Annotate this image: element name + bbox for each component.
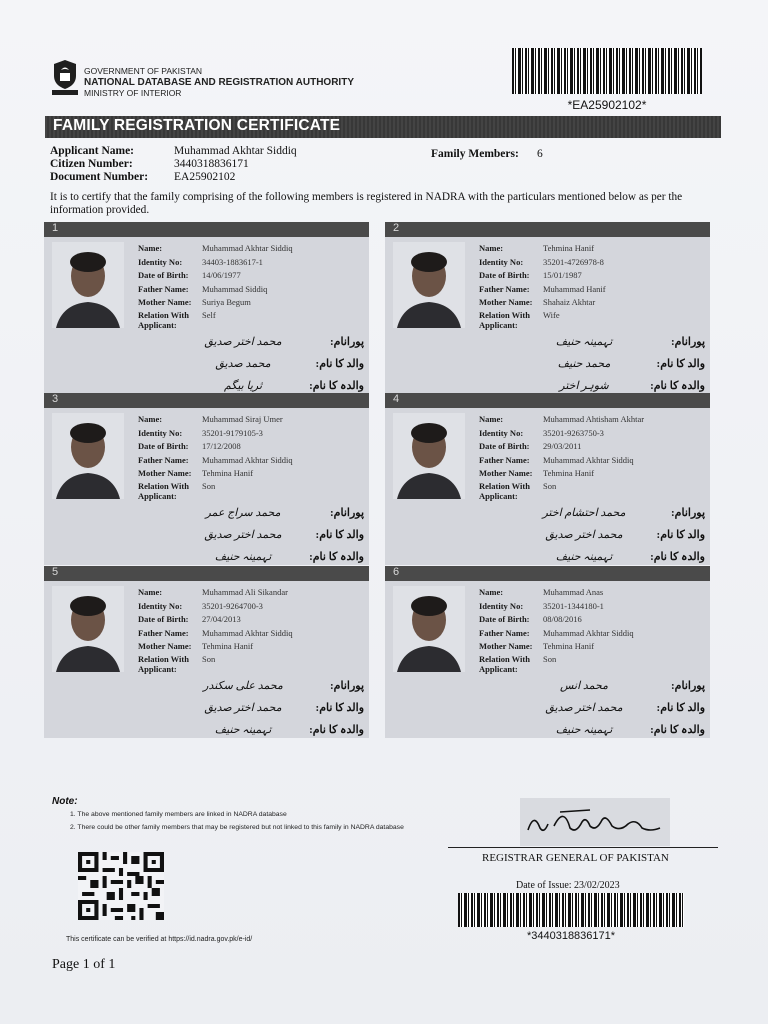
urdu-name-label: پورانام: — [671, 335, 705, 348]
citizen-number-label: Citizen Number: — [50, 158, 133, 170]
member-dob: 14/06/1977 — [202, 270, 241, 280]
member-number: 5 — [52, 566, 59, 578]
member-card-header — [44, 566, 369, 581]
urdu-name-label: پورانام: — [671, 506, 705, 519]
member-dob: 15/01/1987 — [543, 270, 582, 280]
dob-label: Date of Birth: — [479, 614, 530, 624]
applicant-name-label: Applicant Name: — [50, 145, 135, 157]
citizen-barcode — [458, 893, 684, 927]
urdu-name: محمد انس — [559, 679, 609, 692]
member-mother: Tehmina Hanif — [543, 641, 595, 651]
registrar-title: REGISTRAR GENERAL OF PAKISTAN — [482, 852, 669, 864]
name-label: Name: — [479, 414, 504, 424]
urdu-details — [184, 501, 364, 567]
urdu-mother-label: والدہ کا نام: — [650, 550, 705, 563]
member-number: 4 — [393, 393, 400, 405]
identity-label: Identity No: — [138, 256, 183, 267]
identity-label: Identity No: — [138, 600, 183, 611]
relation-label: Relation With Applicant: — [479, 309, 530, 330]
page-number: Page 1 of 1 — [52, 957, 116, 972]
father-label: Father Name: — [138, 454, 189, 465]
member-card-header — [44, 393, 369, 408]
name-label: Name: — [479, 243, 504, 253]
urdu-mother-label: والدہ کا نام: — [309, 550, 364, 563]
urdu-mother: شوہر اختر — [559, 379, 609, 392]
member-dob: 29/03/2011 — [543, 441, 582, 451]
father-label: Father Name: — [479, 283, 530, 294]
member-name: Muhammad Ali Sikandar — [202, 587, 288, 597]
document-number: EA25902102 — [174, 171, 236, 183]
urdu-mother: تہمینہ حنیف — [555, 550, 613, 563]
member-father: Muhammad Akhtar Siddiq — [202, 454, 293, 465]
urdu-details — [525, 674, 705, 740]
member-father: Muhammad Siddiq — [202, 283, 268, 294]
identity-label: Identity No: — [479, 600, 524, 611]
father-label: Father Name: — [138, 627, 189, 638]
urdu-details — [184, 674, 364, 740]
member-details — [479, 242, 704, 330]
member-details — [138, 413, 363, 501]
member-mother: Tehmina Hanif — [202, 641, 254, 651]
member-photo — [52, 413, 124, 499]
urdu-name-label: پورانام: — [671, 679, 705, 692]
issuing-authority — [84, 66, 354, 99]
mother-label: Mother Name: — [479, 641, 533, 651]
member-photo — [393, 586, 465, 672]
member-number: 3 — [52, 393, 59, 405]
dob-label: Date of Birth: — [138, 270, 189, 280]
name-label: Name: — [138, 587, 163, 597]
urdu-name: محمد سراج عمر — [205, 506, 281, 519]
member-details — [138, 242, 363, 330]
member-card-header — [44, 222, 369, 237]
urdu-name-label: پورانام: — [330, 506, 364, 519]
member-card — [385, 393, 710, 565]
member-card — [44, 222, 369, 394]
member-relation: Son — [202, 480, 216, 491]
name-label: Name: — [138, 243, 163, 253]
father-label: Father Name: — [138, 283, 189, 294]
urdu-name: محمد احتشام اختر — [542, 506, 626, 519]
family-members-label: Family Members: — [431, 148, 519, 160]
urdu-details — [525, 501, 705, 567]
urdu-name: تہمینہ حنیف — [555, 335, 613, 348]
dob-label: Date of Birth: — [479, 441, 530, 451]
urdu-details — [184, 330, 364, 396]
urdu-mother-label: والدہ کا نام: — [309, 379, 364, 392]
urdu-father-label: والد کا نام: — [315, 701, 364, 714]
member-photo — [393, 413, 465, 499]
member-number: 1 — [52, 222, 59, 234]
member-relation: Wife — [543, 309, 560, 320]
name-label: Name: — [479, 587, 504, 597]
member-name: Muhammad Akhtar Siddiq — [202, 243, 293, 253]
document-barcode — [512, 48, 702, 94]
member-name: Muhammad Siraj Umer — [202, 414, 283, 424]
registrar-signature — [520, 798, 670, 846]
citizen-number: 3440318836171 — [174, 158, 249, 170]
mother-label: Mother Name: — [479, 468, 533, 478]
signature-line — [448, 847, 718, 848]
identity-label: Identity No: — [479, 256, 524, 267]
urdu-name-label: پورانام: — [330, 679, 364, 692]
note-item-2: 2. There could be other family members that may be registered but not linked to this family in NADRA database — [70, 824, 404, 831]
urdu-father: محمد اختر صدیق — [545, 528, 623, 541]
member-number: 6 — [393, 566, 400, 578]
dob-label: Date of Birth: — [138, 441, 189, 451]
identity-label: Identity No: — [138, 427, 183, 438]
urdu-father-label: والد کا نام: — [315, 357, 364, 370]
member-identity: 35201-9179105-3 — [202, 427, 263, 438]
certification-statement: It is to certify that the family comprising of the following members is registered in NADRA with the particulars mentioned below as per the information provided. — [50, 191, 683, 216]
member-relation: Self — [202, 309, 216, 320]
dob-label: Date of Birth: — [479, 270, 530, 280]
certificate-title: FAMILY REGISTRATION CERTIFICATE — [53, 117, 341, 134]
member-relation: Son — [543, 653, 557, 664]
org-line-3: MINISTRY OF INTERIOR — [84, 88, 182, 98]
member-details — [479, 413, 704, 501]
member-mother: Suriya Begum — [202, 297, 251, 307]
member-card — [44, 566, 369, 738]
member-card — [385, 222, 710, 394]
urdu-father: محمد اختر صدیق — [545, 701, 623, 714]
urdu-name-label: پورانام: — [330, 335, 364, 348]
member-mother: Tehmina Hanif — [543, 468, 595, 478]
member-photo — [52, 242, 124, 328]
member-mother: Tehmina Hanif — [202, 468, 254, 478]
urdu-name: محمد علی سکندر — [203, 679, 283, 692]
member-card — [385, 566, 710, 738]
note-item-1: 1. The above mentioned family members are linked in NADRA database — [70, 811, 287, 818]
member-number: 2 — [393, 222, 400, 234]
urdu-father: محمد حنیف — [557, 357, 611, 370]
member-photo — [393, 242, 465, 328]
nadra-emblem-icon — [50, 58, 80, 96]
member-dob: 17/12/2008 — [202, 441, 241, 451]
urdu-mother: ثریا بیگم — [223, 379, 263, 392]
member-details — [138, 586, 363, 674]
org-line-2: NATIONAL DATABASE AND REGISTRATION AUTHORITY — [84, 77, 354, 88]
urdu-mother: تہمینہ حنیف — [214, 723, 272, 736]
member-father: Muhammad Akhtar Siddiq — [543, 454, 634, 465]
member-details — [479, 586, 704, 674]
father-label: Father Name: — [479, 627, 530, 638]
urdu-father-label: والد کا نام: — [656, 357, 705, 370]
date-of-issue: Date of Issue: 23/02/2023 — [516, 880, 620, 891]
member-card — [44, 393, 369, 565]
urdu-mother-label: والدہ کا نام: — [650, 723, 705, 736]
member-identity: 35201-4726978-8 — [543, 256, 604, 267]
member-photo — [52, 586, 124, 672]
title-bar — [45, 116, 721, 138]
urdu-father-label: والد کا نام: — [656, 528, 705, 541]
urdu-mother-label: والدہ کا نام: — [650, 379, 705, 392]
urdu-father: محمد اختر صدیق — [204, 701, 282, 714]
urdu-father-label: والد کا نام: — [656, 701, 705, 714]
mother-label: Mother Name: — [479, 297, 533, 307]
member-name: Tehmina Hanif — [543, 243, 595, 253]
urdu-father: محمد صدیق — [215, 357, 271, 370]
relation-label: Relation With Applicant: — [138, 653, 189, 674]
urdu-name: محمد اختر صدیق — [204, 335, 282, 348]
father-label: Father Name: — [479, 454, 530, 465]
urdu-details — [525, 330, 705, 396]
member-mother: Shahaiz Akhtar — [543, 297, 596, 307]
name-label: Name: — [138, 414, 163, 424]
member-father: Muhammad Akhtar Siddiq — [543, 627, 634, 638]
urdu-mother-label: والدہ کا نام: — [309, 723, 364, 736]
note-title: Note: — [52, 796, 78, 807]
member-name: Muhammad Ahtisham Akhtar — [543, 414, 645, 424]
relation-label: Relation With Applicant: — [479, 480, 530, 501]
urdu-mother: تہمینہ حنیف — [214, 550, 272, 563]
member-identity: 35201-9264700-3 — [202, 600, 263, 611]
org-line-1: GOVERNMENT OF PAKISTAN — [84, 66, 203, 76]
member-father: Muhammad Hanif — [543, 283, 606, 294]
member-card-header — [385, 222, 710, 237]
member-relation: Son — [543, 480, 557, 491]
family-members-count: 6 — [537, 148, 543, 160]
mother-label: Mother Name: — [138, 641, 192, 651]
member-identity: 35201-1344180-1 — [543, 600, 604, 611]
member-dob: 27/04/2013 — [202, 614, 241, 624]
urdu-father-label: والد کا نام: — [315, 528, 364, 541]
urdu-father: محمد اختر صدیق — [204, 528, 282, 541]
document-number-label: Document Number: — [50, 171, 149, 183]
applicant-name: Muhammad Akhtar Siddiq — [174, 145, 297, 157]
member-card-header — [385, 566, 710, 581]
identity-label: Identity No: — [479, 427, 524, 438]
member-dob: 08/08/2016 — [543, 614, 582, 624]
member-name: Muhammad Anas — [543, 587, 604, 597]
relation-label: Relation With Applicant: — [138, 480, 189, 501]
dob-label: Date of Birth: — [138, 614, 189, 624]
verification-qr-code — [78, 852, 164, 920]
document-barcode-text: *EA25902102* — [567, 98, 647, 112]
urdu-mother: تہمینہ حنیف — [555, 723, 613, 736]
mother-label: Mother Name: — [138, 468, 192, 478]
member-card-header — [385, 393, 710, 408]
mother-label: Mother Name: — [138, 297, 192, 307]
member-identity: 35201-9263750-3 — [543, 427, 604, 438]
member-father: Muhammad Akhtar Siddiq — [202, 627, 293, 638]
member-identity: 34403-1883617-1 — [202, 256, 263, 267]
verification-text: This certificate can be verified at https://id.nadra.gov.pk/e-id/ — [66, 936, 253, 943]
member-relation: Son — [202, 653, 216, 664]
citizen-barcode-text: *3440318836171* — [526, 930, 616, 942]
relation-label: Relation With Applicant: — [138, 309, 189, 330]
relation-label: Relation With Applicant: — [479, 653, 530, 674]
